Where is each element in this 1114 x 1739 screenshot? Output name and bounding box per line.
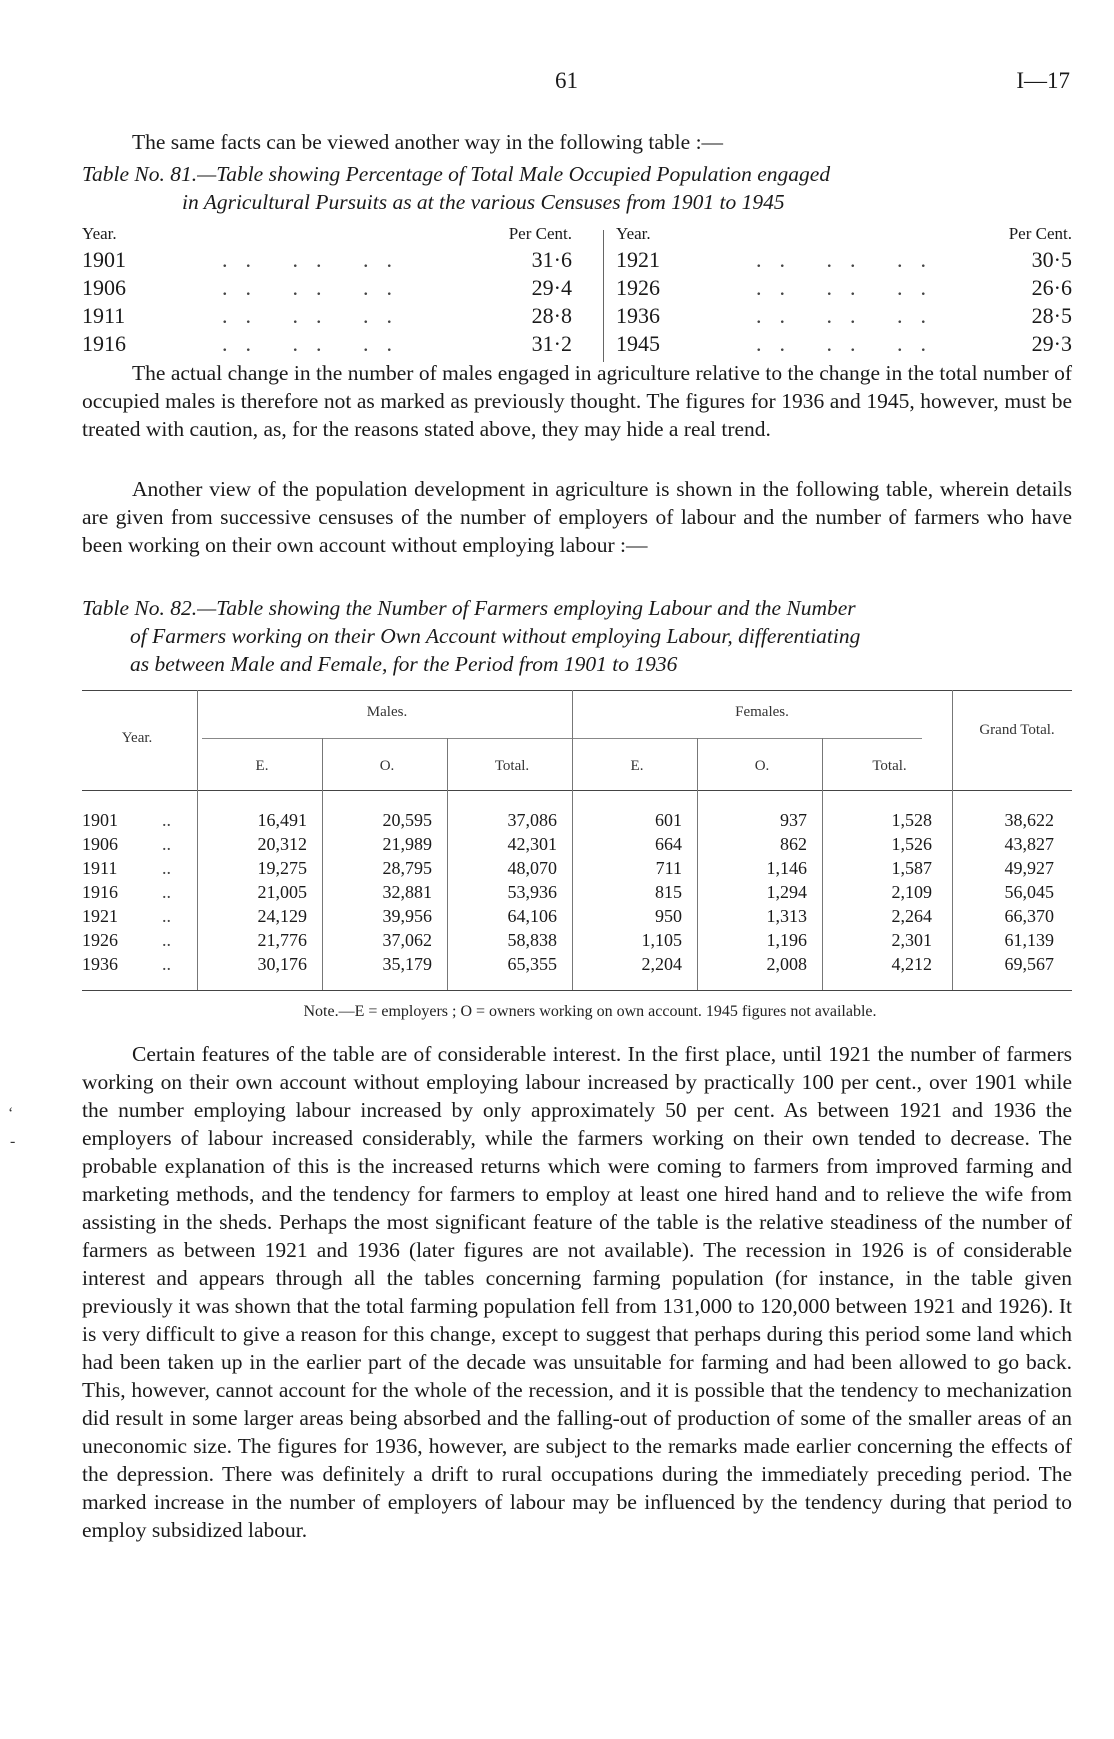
table82-male-e-header: E.: [255, 758, 269, 774]
table82-female-employers: 601: [655, 810, 682, 830]
table82-female-employers: 664: [655, 834, 682, 854]
table82-female-owners: 937: [780, 810, 807, 830]
table-header-rule: [82, 790, 1072, 791]
table82-male-owners: 35,179: [382, 954, 432, 974]
table82-male-employers: 30,176: [257, 954, 307, 974]
table82-grand-total: 69,567: [1004, 954, 1054, 974]
leader-dots: .. .. ..: [222, 247, 410, 272]
table82-female-total: 1,526: [891, 834, 932, 854]
margin-tick: ‘: [8, 1105, 14, 1122]
table82-male-employers: 19,275: [257, 858, 307, 878]
table82-female-total: 2,264: [891, 906, 932, 926]
leader-dots: .. .. ..: [222, 275, 410, 300]
table82-female-owners: 1,196: [766, 930, 807, 950]
table81-percent-header: Per Cent.: [1008, 224, 1072, 243]
table82-grand-total: 49,927: [1004, 858, 1054, 878]
paragraph-1: The actual change in the number of males engaged in agriculture relative to the change in the total number of occupied males is therefore not as marked as previously thought. The figures for 1936 and 1945, however, must be treated with caution, as, for the reasons stated above, they may hide a real trend.: [82, 361, 1072, 441]
table82-year-header: Year.: [121, 730, 153, 746]
table82-female-employers: 711: [655, 858, 682, 878]
table82-year: 1901: [82, 810, 118, 830]
table81-value: 31·6: [531, 247, 572, 272]
table81-year: 1936: [616, 303, 660, 328]
table81-row: [616, 330, 1072, 358]
leader-dots: ..: [162, 954, 171, 974]
table82-male-employers: 21,005: [257, 882, 307, 902]
table81-year: 1916: [82, 331, 126, 356]
paragraph-3: Certain features of the table are of considerable interest. In the first place, until 1921 the number of farmers working on their own account without employing labour increased by practically 100 per cent., over 1901 while the number employing labour increased by only approximately 50 per cent. As between 1921 and 1936 the employers of labour increased considerably, while the farmers working on their own tended to decrease. The probable explanation of this is the increased returns which were coming to farmers from improved farming and marketing methods, and the tendency for farmers to employ at least one hired hand and to relieve the wife from assisting in the sheds. Perhaps the most significant feature of the table is the relative steadiness of the number of farmers as between 1921 and 1936 (later figures are not available). The recession in 1926 is of considerable interest and appears through all the tables concerning farming population (for instance, in the table given previously it was shown that the total farming population fell from 131,000 to 120,000 between 1921 and 1926). It is very difficult to give a reason for this change, except to suggest that perhaps during this period some land which had been taken up in the earlier part of the decade was unsuitable for farming and had been allowed to go back. This, however, cannot account for the whole of the recession, and it is possible that the tendency to mechanization did result in some larger areas being absorbed and the falling-out of production of some of the smaller areas of an uneconomic size. The figures for 1936, however, are subject to the remarks made earlier concerning the effects of the depression. There was definitely a drift to rural occupations during the immediately preceding period. The marked increase in the number of employers of labour may be influenced by the tendency during that period to employ subsidized labour.: [82, 1042, 1072, 1542]
table81-year: 1926: [616, 275, 660, 300]
table82-note: Note.—E = employers ; O = owners working on own account. 1945 figures not available.: [303, 1003, 877, 1020]
table82-female-owners: 862: [780, 834, 807, 854]
table82-female-employers: 2,204: [641, 954, 682, 974]
table82-year: 1911: [82, 858, 118, 878]
intro-sentence: The same facts can be viewed another way in the following table :—: [132, 130, 724, 154]
table81-left-column: [82, 224, 572, 358]
table-top-rule: [82, 690, 1072, 691]
table81-year: 1945: [616, 331, 660, 356]
table-column-divider: [197, 690, 198, 990]
table82-male-employers: 16,491: [257, 810, 307, 830]
table82-male-o-header: O.: [379, 758, 395, 774]
table82-female-total: 1,528: [891, 810, 932, 830]
table81-year-header: Year.: [616, 224, 651, 243]
leader-dots: ..: [162, 930, 171, 950]
table82-grand-total: 38,622: [1004, 810, 1054, 830]
table81-row: [616, 246, 1072, 274]
table81-row: [82, 330, 572, 358]
table-column-divider: [322, 738, 323, 990]
table81-divider: [603, 230, 604, 362]
table82-year: 1921: [82, 906, 118, 926]
table82-female-employers: 815: [655, 882, 682, 902]
table82-female-total: 4,212: [891, 954, 932, 974]
table82-female-e-header: E.: [630, 758, 644, 774]
table82-male-total: 65,355: [507, 954, 557, 974]
table81-year: 1901: [82, 247, 126, 272]
table81-value: 29·4: [531, 275, 572, 300]
page-number: 61: [555, 68, 578, 93]
table82-male-total: 48,070: [507, 858, 557, 878]
table82-year: 1906: [82, 834, 118, 854]
table-subheader-rule: [202, 738, 922, 739]
leader-dots: .. .. ..: [756, 275, 944, 300]
table-column-divider: [572, 690, 573, 990]
leader-dots: ..: [162, 810, 171, 830]
table82-female-employers: 950: [655, 906, 682, 926]
table81-right-column: [616, 224, 1072, 358]
table82-grand-total: 61,139: [1004, 930, 1054, 950]
table-column-divider: [822, 738, 823, 990]
table82-grand-total: 43,827: [1004, 834, 1054, 854]
paragraph-2: Another view of the population development in agriculture is shown in the following table, wherein details are given from successive censuses of the number of employers of labour and the number of farmers who have been working on their own account without employing labour :—: [82, 477, 1072, 557]
table81-caption: [82, 160, 1072, 216]
table82-female-total-header: Total.: [872, 758, 907, 774]
leader-dots: ..: [162, 906, 171, 926]
table82-female-owners: 2,008: [766, 954, 807, 974]
leader-dots: .. .. ..: [756, 247, 944, 272]
table82-caption-line1: Table No. 82.—Table showing the Number of Farmers employing Labour and the Number: [82, 596, 856, 620]
table81-row: [82, 246, 572, 274]
table81-row: [616, 302, 1072, 330]
table81-value: 29·3: [1031, 331, 1072, 356]
document-reference: I—17: [1016, 68, 1070, 93]
table82-female-owners: 1,146: [766, 858, 807, 878]
table81-row: [616, 274, 1072, 302]
table-bottom-rule: [82, 990, 1072, 991]
table81-value: 31·2: [531, 331, 572, 356]
leader-dots: .. .. ..: [756, 303, 944, 328]
table81-left-header: [82, 224, 572, 246]
table82-males-header: Males.: [366, 704, 408, 720]
table82-grand-total: 66,370: [1004, 906, 1054, 926]
table81-year: 1911: [82, 303, 126, 328]
table81-row: [82, 274, 572, 302]
table81-right-header: [616, 224, 1072, 246]
table81-value: 28·5: [1031, 303, 1072, 328]
table82-male-total: 58,838: [507, 930, 557, 950]
table82-year: 1926: [82, 930, 118, 950]
table82-female-owners: 1,294: [766, 882, 807, 902]
table82-male-total: 64,106: [507, 906, 557, 926]
table81-value: 28·8: [531, 303, 572, 328]
table82-female-employers: 1,105: [641, 930, 682, 950]
table81-year-header: Year.: [82, 224, 117, 243]
table82-year: 1936: [82, 954, 118, 974]
table82-female-total: 1,587: [891, 858, 932, 878]
table82-male-total: 42,301: [507, 834, 557, 854]
leader-dots: ..: [162, 882, 171, 902]
table82-female-total: 2,301: [891, 930, 932, 950]
leader-dots: ..: [162, 858, 171, 878]
table82-male-owners: 39,956: [382, 906, 432, 926]
table-column-divider: [952, 690, 953, 990]
table-column-divider: [447, 738, 448, 990]
table82-male-total: 53,936: [507, 882, 557, 902]
leader-dots: ..: [162, 834, 171, 854]
table81-year: 1921: [616, 247, 660, 272]
table82-male-owners: 21,989: [382, 834, 432, 854]
table82-caption-line3: as between Male and Female, for the Period from 1901 to 1936: [130, 652, 678, 676]
table82-male-owners: 32,881: [382, 882, 432, 902]
table82: [82, 690, 1072, 992]
table82-male-owners: 20,595: [382, 810, 432, 830]
table82-male-owners: 37,062: [382, 930, 432, 950]
leader-dots: .. .. ..: [222, 331, 410, 356]
table82-male-employers: 20,312: [257, 834, 307, 854]
leader-dots: .. .. ..: [222, 303, 410, 328]
table82-grand-total-header: Grand Total.: [979, 722, 1055, 738]
table82-male-employers: 24,129: [257, 906, 307, 926]
table82-female-total: 2,109: [891, 882, 932, 902]
table81-percent-header: Per Cent.: [508, 224, 572, 243]
table82-male-employers: 21,776: [257, 930, 307, 950]
table-column-divider: [697, 738, 698, 990]
table81-value: 26·6: [1031, 275, 1072, 300]
leader-dots: .. .. ..: [756, 331, 944, 356]
table82-females-header: Females.: [735, 704, 789, 720]
table82-caption-line2: of Farmers working on their Own Account without employing Labour, differentiating: [130, 624, 861, 648]
table82-male-owners: 28,795: [382, 858, 432, 878]
table81-year: 1906: [82, 275, 126, 300]
table81-row: [82, 302, 572, 330]
table82-caption: [82, 594, 1072, 678]
table82-grand-total: 56,045: [1004, 882, 1054, 902]
table81-value: 30·5: [1031, 247, 1072, 272]
table82-male-total-header: Total.: [494, 758, 530, 774]
table82-male-total: 37,086: [507, 810, 557, 830]
margin-tick: -: [10, 1133, 16, 1150]
table82-year: 1916: [82, 882, 118, 902]
table81-caption-line2: in Agricultural Pursuits as at the various Censuses from 1901 to 1945: [182, 190, 785, 214]
table82-female-owners: 1,313: [766, 906, 807, 926]
table81-caption-line1: Table No. 81.—Table showing Percentage of Total Male Occupied Population engaged: [82, 162, 831, 186]
table82-female-o-header: O.: [754, 758, 770, 774]
